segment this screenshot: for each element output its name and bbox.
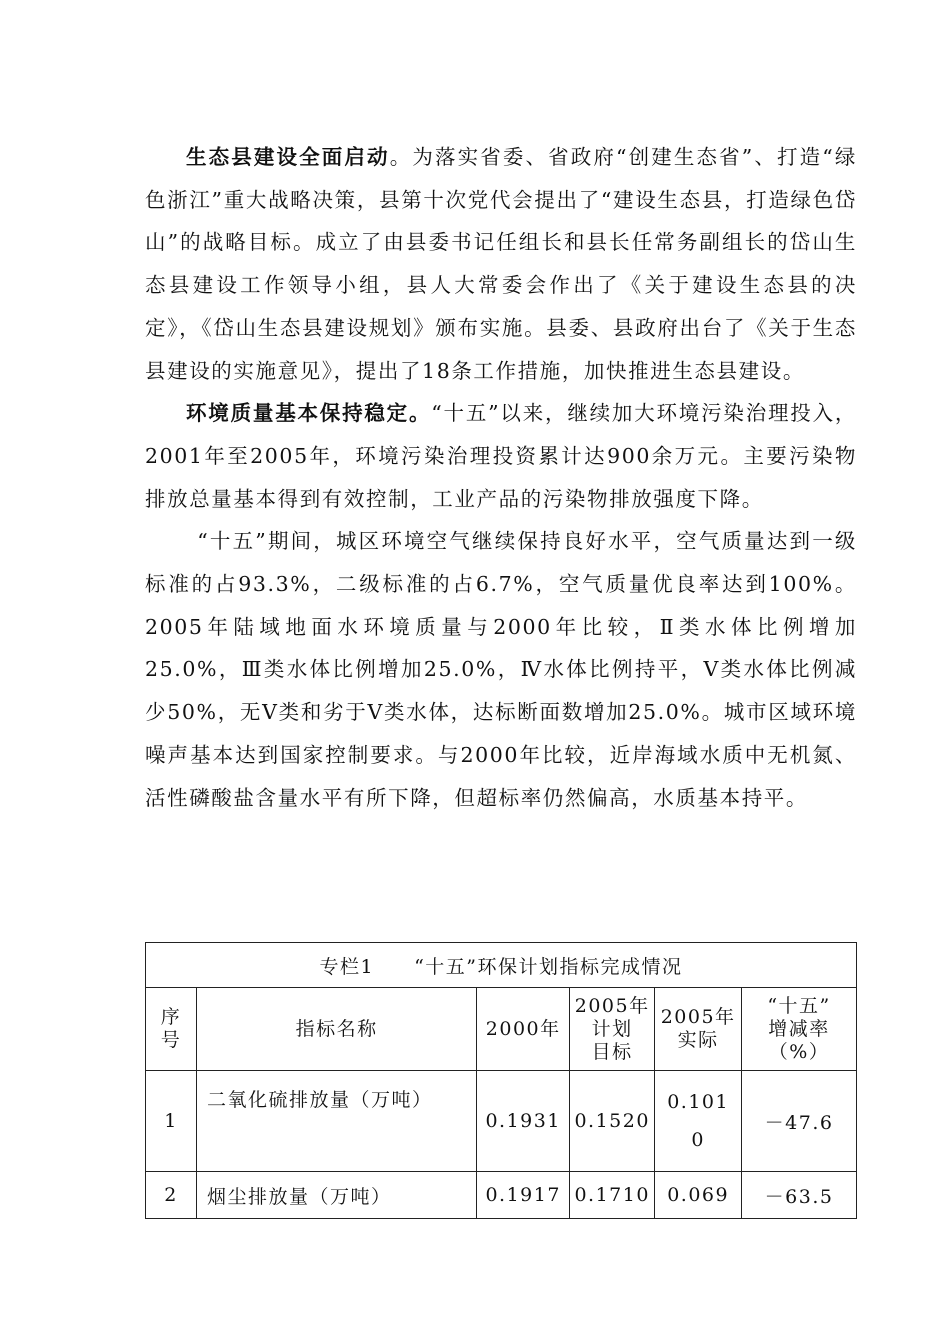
header-plan — [570, 988, 655, 1071]
header-rate-line2: 增减率 — [768, 1017, 830, 1040]
header-rate-line3: （%） — [768, 1040, 830, 1063]
paragraph-lead: 生态县建设全面启动 — [186, 145, 390, 169]
cell-name: 二氧化硫排放量（万吨） — [196, 1071, 476, 1172]
indicator-table — [145, 942, 857, 1219]
cell-actual-line2: 0 — [691, 1129, 705, 1151]
cell-seq: 2 — [146, 1172, 197, 1219]
cell-rate: －63.5 — [742, 1172, 857, 1219]
paragraph-air-water — [145, 520, 857, 819]
cell-name: 烟尘排放量（万吨） — [196, 1172, 476, 1219]
header-name — [196, 988, 476, 1071]
paragraph-text: 。为落实省委、省政府“创建生态省”、打造“绿色浙江”重大战略决策，县第十次党代会提出了“建设生态县，打造绿色岱山”的战略目标。成立了由县委书记任组长和县长任常务副组长的岱山生态县建设工作领导小组，县人大常委会作出了《关于建设生态县的决定》，《岱山生态县建设规划》颁布实施。县委、县政府出台了《关于生态县建设的实施意见》，提出了18条工作措施，加快推进生态县建设。 — [145, 145, 857, 383]
header-rate — [742, 988, 857, 1071]
cell-actual-line1: 0.101 — [667, 1091, 730, 1113]
paragraph-lead: 环境质量基本保持稳定。 — [186, 401, 432, 426]
header-actual — [655, 988, 742, 1071]
caption-title: “十五”环保计划指标完成情况 — [414, 955, 683, 978]
header-plan-line2: 计划 — [591, 1017, 633, 1040]
paragraph-env-quality — [145, 392, 857, 520]
header-actual-line1: 2005年 — [660, 1006, 736, 1028]
paragraph-text: “十五”期间，城区环境空气继续保持良好水平，空气质量达到一级标准的占93.3%，二级标准的占6.7%，空气质量优良率达到100%。2005年陆域地面水环境质量与2000年比较，Ⅱ类水体比例增加25.0%，Ⅲ类水体比例增加25.0%，Ⅳ水体比例持平，Ⅴ类水体比例减少50%，无Ⅴ类和劣于Ⅴ类水体，达标断面数增加25.0%。城市区域环境噪声基本达到国家控制要求。与2000年比较，近岸海域水质中无机氮、活性磷酸盐含量水平有所下降，但超标率仍然偏高，水质基本持平。 — [145, 529, 857, 810]
header-seq — [146, 988, 197, 1071]
table-header-row — [146, 988, 857, 1071]
cell-actual — [655, 1071, 742, 1172]
header-rate-line1: “十五” — [767, 994, 831, 1017]
header-plan-line3: 目标 — [591, 1040, 633, 1063]
cell-seq: 1 — [146, 1071, 197, 1172]
document-body — [145, 136, 857, 819]
header-seq-text: 序号 — [160, 1006, 182, 1051]
cell-rate: －47.6 — [742, 1071, 857, 1172]
header-2000 — [477, 988, 570, 1071]
table-row — [146, 1071, 857, 1172]
header-plan-line1: 2005年 — [574, 994, 650, 1017]
header-2000-text: 2000年 — [485, 1017, 561, 1040]
paragraph-eco-county — [145, 136, 857, 392]
caption-label: 专栏1 — [319, 955, 375, 978]
header-actual-line2: 实际 — [677, 1029, 719, 1051]
cell-2000: 0.1917 — [477, 1172, 570, 1219]
cell-plan: 0.1710 — [570, 1172, 655, 1219]
header-name-text: 指标名称 — [295, 1017, 378, 1040]
table-caption — [146, 943, 857, 988]
paragraph-text: “十五”以来，继续加大环境污染治理投入，2001年至2005年，环境污染治理投资累计达900余万元。主要污染物排放总量基本得到有效控制，工业产品的污染物排放强度下降。 — [145, 401, 857, 511]
table-caption-row — [146, 943, 857, 988]
table-row — [146, 1172, 857, 1219]
cell-actual: 0.069 — [655, 1172, 742, 1219]
cell-plan: 0.1520 — [570, 1071, 655, 1172]
cell-2000: 0.1931 — [477, 1071, 570, 1172]
